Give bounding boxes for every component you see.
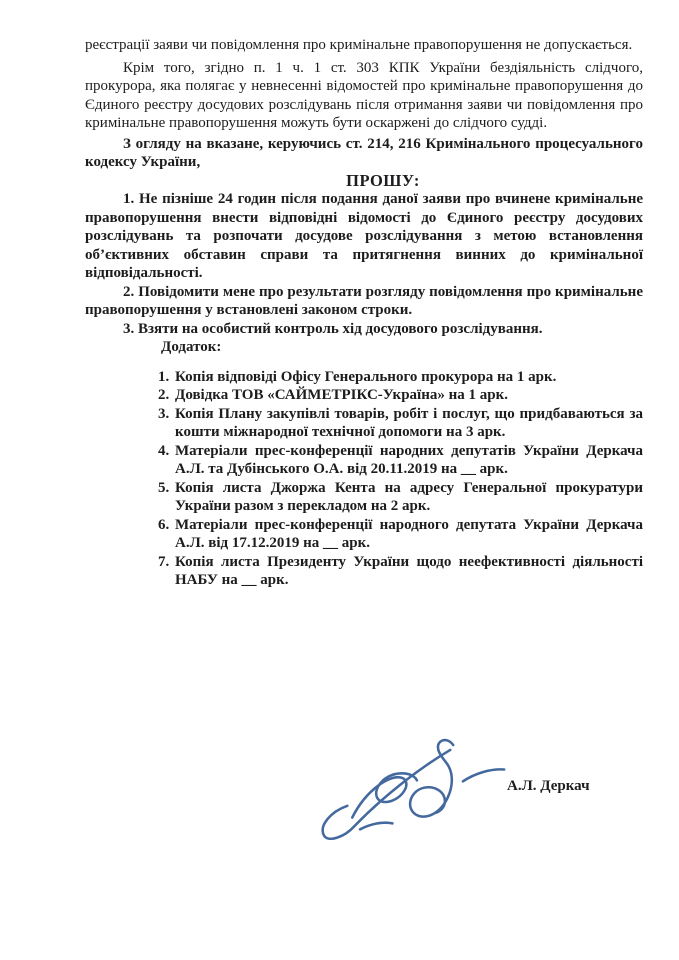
request-item-3: 3. Взяти на особистий контроль хід досудового розслідування. [123,320,543,337]
attachment-item: 3. Копія Плану закупівлі товарів, робіт і послуг, що придбаваються за кошти міжнародної технічної допомоги на 3 арк. [173,405,643,442]
legal-basis-paragraph: Крім того, згідно п. 1 ч. 1 ст. 303 КПК України бездіяльність слідчого, прокурора, яка полягає у невнесенні відомостей про кримінальне правопорушення до Єдиного реєстру досудових розслідувань після отримання заяви чи повідомлення про кримінальне правопорушення можуть бути оскаржені до слідчого судді. [85,59,643,131]
request-item-1: 1. Не пізніше 24 годин після подання даної заяви про вчинене кримінальне правопорушення внести відповідні відомості до Єдиного реєстру досудових розслідувань та розпочати досудове розслідування з метою встановлення об’єктивних обставин справи та притягнення винних до кримінальної відповідальності. [85,191,643,281]
request-item-2: 2. Повідомити мене про результати розгляду повідомлення про кримінальне правопорушення у встановлені законом строки. [85,283,643,318]
conclusion-paragraph: З огляду на вказане, керуючись ст. 214, 216 Кримінального процесуального кодексу України, [85,135,643,170]
attachment-item: 1. Копія відповіді Офісу Генерального прокурора на 1 арк. [173,368,643,387]
signatory-name: А.Л. Деркач [507,778,590,794]
attachment-item: 4. Матеріали прес-конференції народних депутатів України Деркача А.Л. та Дубінського О.А. від 20.11.2019 на __ арк. [173,442,643,479]
attachment-item: 2. Довідка ТОВ «САЙМЕТРІКС-Україна» на 1 арк. [173,386,643,405]
attachments-list [85,368,643,590]
continuation-paragraph: реєстрації заяви чи повідомлення про кримінальне правопорушення не допускається. [85,37,633,53]
attachment-item: 5. Копія листа Джоржа Кента на адресу Генеральної прокуратури України разом з перекладом на 2 арк. [173,479,643,516]
document-body [85,36,643,590]
attachment-item: 6. Матеріали прес-конференції народного депутата України Деркача А.Л. від 17.12.2019 на __ арк. [173,516,643,553]
request-section-heading: ПРОШУ: [346,170,420,190]
handwritten-signature-icon [315,733,511,857]
attachment-item: 7. Копія листа Президенту України щодо неефективності діяльності НАБУ на __ арк. [173,553,643,590]
attachments-label: Додаток: [161,339,222,355]
requests-section [85,190,643,338]
signature-block [315,733,645,863]
